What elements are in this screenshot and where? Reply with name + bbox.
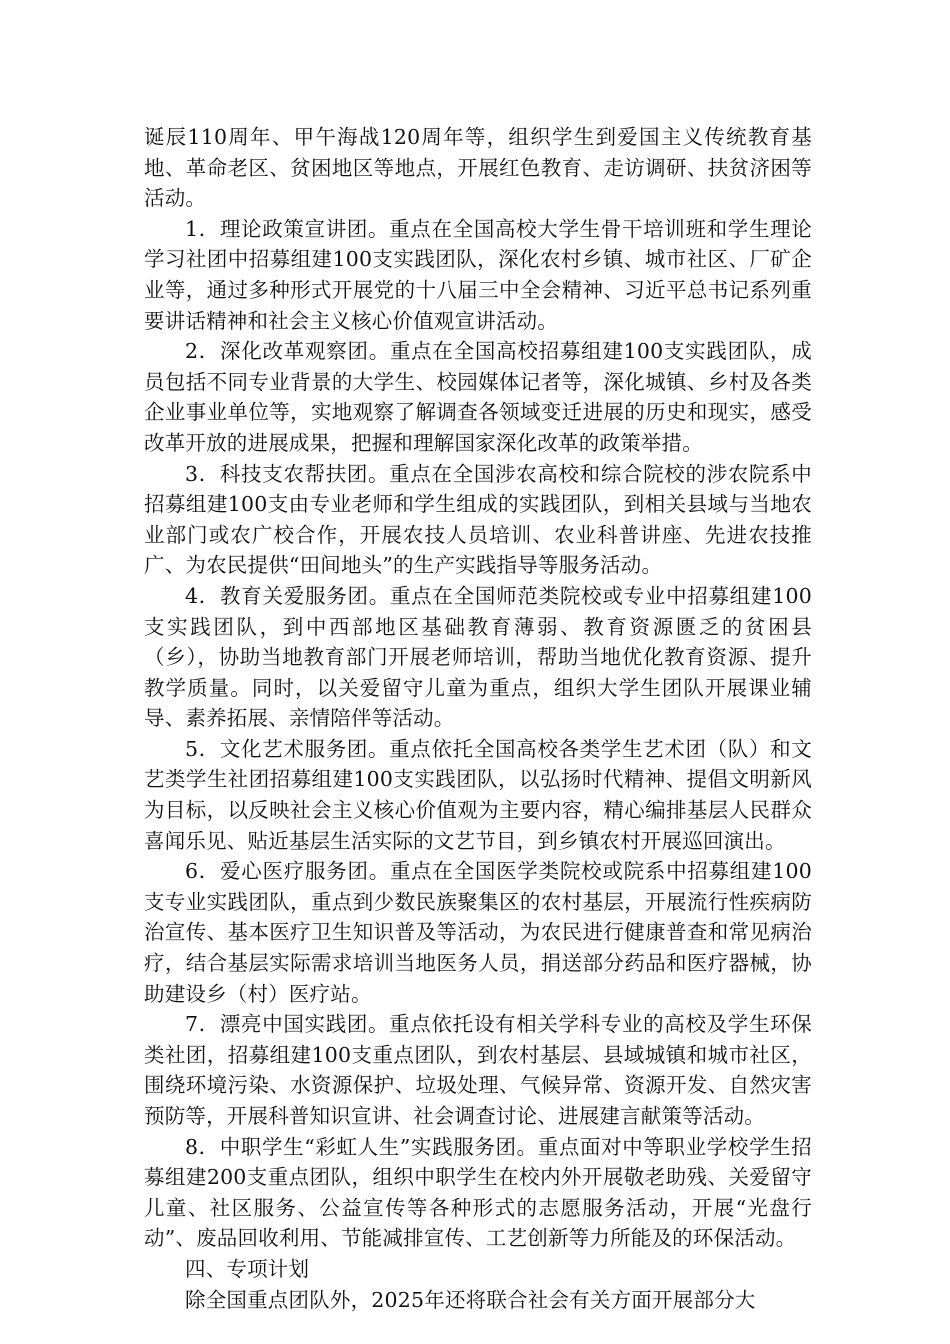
paragraph-vocational-rainbow-group: 8．中职学生“彩虹人生”实践服务团。重点面对中等职业学校学生招募组建200支重点团队，组织中职学生在校内外开展敬老助残、关爱留守儿童、社区服务、公益宣传等各种形式的志愿服务活动，开展“光盘行动”、废品回收利用、节能减排宣传、工艺创新等力所能及的环保活动。 bbox=[144, 1134, 812, 1251]
section-heading-special-plan: 四、专项计划 bbox=[185, 1256, 310, 1281]
paragraph-medical-service-group: 6．爱心医疗服务团。重点在全国医学类院校或院系中招募组建100支专业实践团队，重点到少数民族聚集区的农村基层，开展流行性疾病防治宣传、基本医疗卫生知识普及等活动，为农民进行健康普查和常见病治疗，结合基层实际需求培训当地医务人员，捐送部分药品和医疗器械，协助建设乡（村）医疗站。 bbox=[144, 859, 812, 1006]
paragraph-special-plan-start: 除全国重点团队外，2025年还将联合社会有关方面开展部分大 bbox=[185, 1287, 756, 1312]
paragraph-intro-continuation: 诞辰110周年、甲午海战120周年等，组织学生到爱国主义传统教育基地、革命老区、贫困地区等地点，开展红色教育、走访调研、扶贫济困等活动。 bbox=[144, 125, 812, 211]
paragraph-reform-observation-group: 2．深化改革观察团。重点在全国高校招募组建100支实践团队，成员包括不同专业背景的大学生、校园媒体记者等，深化城镇、乡村及各类企业事业单位等，实地观察了解调查各领域变迁进展的历史和现实，感受改革开放的进展成果，把握和理解国家深化改革的政策举措。 bbox=[144, 339, 812, 455]
paragraph-theory-policy-group: 1．理论政策宣讲团。重点在全国高校大学生骨干培训班和学生理论学习社团中招募组建100支实践团队，深化农村乡镇、城市社区、厂矿企业等，通过多种形式开展党的十八届三中全会精神、习近平总书记系列重要讲话精神和社会主义核心价值观宣讲活动。 bbox=[144, 216, 812, 333]
paragraph-culture-art-group: 5．文化艺术服务团。重点依托全国高校各类学生艺术团（队）和文艺类学生社团招募组建100支实践团队，以弘扬时代精神、提倡文明新风为目标，以反映社会主义核心价值观为主要内容，精心编排基层人民群众喜闻乐见、贴近基层生活实际的文艺节目，到乡镇农村开展巡回演出。 bbox=[144, 736, 812, 853]
paragraph-education-care-group: 4．教育关爱服务团。重点在全国师范类院校或专业中招募组建100支实践团队，到中西部地区基础教育薄弱、教育资源匮乏的贫困县（乡），协助当地教育部门开展老师培训，帮助当地优化教育资源、提升教学质量。同时，以关爱留守儿童为重点，组织大学生团队开展课业辅导、素养拓展、亲情陪伴等活动。 bbox=[144, 583, 812, 731]
paragraph-beautiful-china-group: 7．漂亮中国实践团。重点依托设有相关学科专业的高校及学生环保类社团，招募组建100支重点团队，到农村基层、县域城镇和城市社区，围绕环境污染、水资源保护、垃圾处理、气候异常、资源开发、自然灾害预防等，开展科普知识宣讲、社会调查讨论、进展建言献策等活动。 bbox=[144, 1012, 812, 1128]
paragraph-agri-tech-group: 3．科技支农帮扶团。重点在全国涉农高校和综合院校的涉农院系中招募组建100支由专业老师和学生组成的实践团队，到相关县域与当地农业部门或农广校合作，开展农技人员培训、农业科普讲座、先进农技推广、为农民提供“田间地头”的生产实践指导等服务活动。 bbox=[144, 461, 812, 578]
document-body bbox=[144, 122, 812, 1315]
